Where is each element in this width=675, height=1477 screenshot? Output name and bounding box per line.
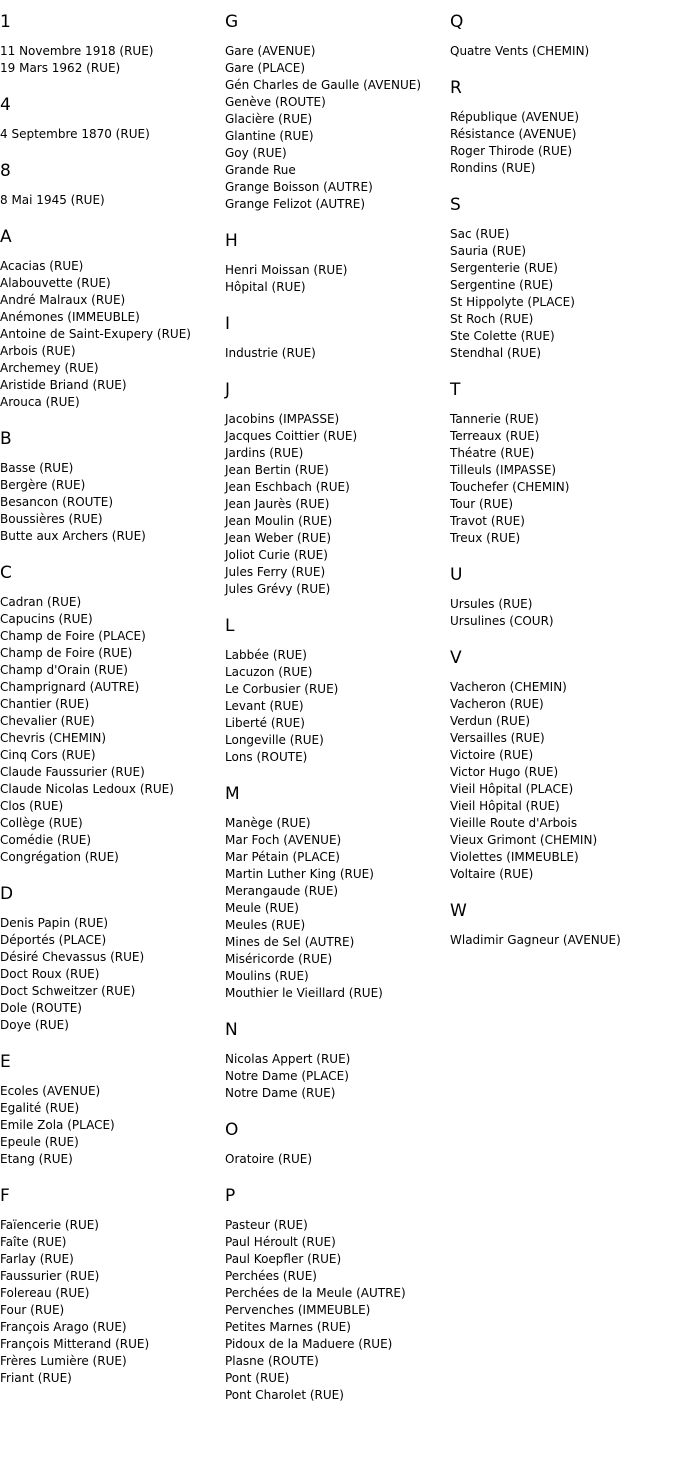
street-link[interactable]: Meules (RUE) [225, 918, 306, 932]
street-link[interactable]: Aristide Briand (RUE) [0, 378, 127, 392]
letter-group [450, 195, 675, 362]
street-link[interactable]: Travot (RUE) [450, 514, 525, 528]
street-link[interactable]: Perchées (RUE) [225, 1269, 317, 1283]
street-link[interactable]: Butte aux Archers (RUE) [0, 529, 146, 543]
street-link[interactable]: Vieil Hôpital (PLACE) [450, 782, 574, 796]
street-link[interactable]: 8 Mai 1945 (RUE) [0, 193, 105, 207]
letter-group [0, 161, 225, 209]
street-link[interactable]: Versailles (RUE) [450, 731, 545, 745]
street-link[interactable]: Victor Hugo (RUE) [450, 765, 559, 779]
street-link[interactable]: Victoire (RUE) [450, 748, 534, 762]
letter-heading: 4 [0, 95, 11, 115]
street-link[interactable]: Jean Moulin (RUE) [225, 514, 333, 528]
street-link[interactable]: Champ de Foire (RUE) [0, 646, 133, 660]
street-link[interactable]: 19 Mars 1962 (RUE) [0, 61, 121, 75]
letter-group [225, 314, 450, 362]
street-link[interactable]: Pidoux de la Maduere (RUE) [225, 1337, 393, 1351]
street-link[interactable]: Mar Pétain (PLACE) [225, 850, 340, 864]
letter-heading: H [225, 231, 238, 251]
street-link[interactable]: Sac (RUE) [450, 227, 510, 241]
street-link[interactable]: Wladimir Gagneur (AVENUE) [450, 933, 621, 947]
street-link[interactable]: Ursulines (COUR) [450, 614, 554, 628]
letter-group [450, 380, 675, 547]
street-link[interactable]: Sergentine (RUE) [450, 278, 554, 292]
street-link[interactable]: Vieux Grimont (CHEMIN) [450, 833, 598, 847]
street-link[interactable]: Tilleuls (IMPASSE) [450, 463, 557, 477]
street-link[interactable]: Jacques Coittier (RUE) [225, 429, 358, 443]
street-link[interactable]: Théatre (RUE) [450, 446, 535, 460]
letter-heading: G [225, 12, 239, 32]
street-link[interactable]: Voltaire (RUE) [450, 867, 534, 881]
street-link[interactable]: Hôpital (RUE) [225, 280, 306, 294]
street-link[interactable]: Frères Lumière (RUE) [0, 1354, 127, 1368]
letter-heading: B [0, 429, 12, 449]
street-link[interactable]: Paul Héroult (RUE) [225, 1235, 336, 1249]
street-link[interactable]: Chantier (RUE) [0, 697, 90, 711]
street-link[interactable]: Comédie (RUE) [0, 833, 92, 847]
letter-group [450, 565, 675, 630]
letter-group [0, 227, 225, 411]
street-link[interactable]: Sauria (RUE) [450, 244, 527, 258]
letter-heading: P [225, 1186, 236, 1206]
street-link[interactable]: Archemey (RUE) [0, 361, 99, 375]
street-link[interactable]: Capucins (RUE) [0, 612, 93, 626]
letter-heading: S [450, 195, 461, 215]
street-link[interactable]: Glantine (RUE) [225, 129, 314, 143]
letter-group [0, 12, 225, 77]
street-link[interactable]: Chevalier (RUE) [0, 714, 95, 728]
letter-group [0, 884, 225, 1034]
street-link[interactable]: République (AVENUE) [450, 110, 580, 124]
street-link[interactable]: Emile Zola (PLACE) [0, 1118, 115, 1132]
street-link[interactable]: Doct Schweitzer (RUE) [0, 984, 136, 998]
street-link[interactable]: 4 Septembre 1870 (RUE) [0, 127, 150, 141]
street-link[interactable]: Verdun (RUE) [450, 714, 531, 728]
street-link[interactable]: Touchefer (CHEMIN) [450, 480, 570, 494]
letter-group [225, 1020, 450, 1102]
street-link[interactable]: Mar Foch (AVENUE) [225, 833, 342, 847]
letter-group [225, 380, 450, 598]
street-link[interactable]: Faïencerie (RUE) [0, 1218, 99, 1232]
street-index-column-1 [0, 0, 225, 1405]
street-link[interactable]: Jules Ferry (RUE) [225, 565, 326, 579]
street-link[interactable]: Claude Nicolas Ledoux (RUE) [0, 782, 174, 796]
street-link[interactable]: Miséricorde (RUE) [225, 952, 333, 966]
street-link[interactable]: Paul Koepfler (RUE) [225, 1252, 342, 1266]
street-link[interactable]: Goy (RUE) [225, 146, 287, 160]
street-link[interactable]: Plasne (ROUTE) [225, 1354, 319, 1368]
street-link[interactable]: Dole (ROUTE) [0, 1001, 82, 1015]
street-link[interactable]: Ecoles (AVENUE) [0, 1084, 101, 1098]
street-link[interactable]: Meule (RUE) [225, 901, 299, 915]
letter-heading: I [225, 314, 231, 334]
street-link[interactable]: Boussières (RUE) [0, 512, 103, 526]
street-link[interactable]: Liberté (RUE) [225, 716, 305, 730]
letter-heading: J [225, 380, 231, 400]
street-link[interactable]: Stendhal (RUE) [450, 346, 542, 360]
street-link[interactable]: Jardins (RUE) [225, 446, 304, 460]
street-link[interactable]: Sergenterie (RUE) [450, 261, 558, 275]
street-link[interactable]: Joliot Curie (RUE) [225, 548, 328, 562]
street-link[interactable]: Gén Charles de Gaulle (AVENUE) [225, 78, 422, 92]
street-link[interactable]: Doct Roux (RUE) [0, 967, 100, 981]
letter-heading: D [0, 884, 14, 904]
letter-heading: 1 [0, 12, 11, 32]
street-link[interactable]: Le Corbusier (RUE) [225, 682, 339, 696]
street-link[interactable]: Faîte (RUE) [0, 1235, 67, 1249]
street-link[interactable]: Folereau (RUE) [0, 1286, 90, 1300]
street-link[interactable]: Denis Papin (RUE) [0, 916, 109, 930]
street-link[interactable]: Rondins (RUE) [450, 161, 536, 175]
street-link[interactable]: Pervenches (IMMEUBLE) [225, 1303, 371, 1317]
letter-heading: A [0, 227, 12, 247]
street-link[interactable]: Pasteur (RUE) [225, 1218, 308, 1232]
letter-heading: F [0, 1186, 10, 1206]
street-link[interactable]: Ste Colette (RUE) [450, 329, 555, 343]
street-link[interactable]: Vacheron (RUE) [450, 697, 544, 711]
street-link[interactable]: Genève (ROUTE) [225, 95, 326, 109]
street-link[interactable]: Arouca (RUE) [0, 395, 80, 409]
street-link[interactable]: Jean Eschbach (RUE) [225, 480, 350, 494]
street-link[interactable]: Labbée (RUE) [225, 648, 307, 662]
street-link[interactable]: Résistance (AVENUE) [450, 127, 577, 141]
street-link[interactable]: Mines de Sel (AUTRE) [225, 935, 355, 949]
street-link[interactable]: Champ d'Orain (RUE) [0, 663, 128, 677]
street-link[interactable]: Violettes (IMMEUBLE) [450, 850, 579, 864]
street-link[interactable]: Martin Luther King (RUE) [225, 867, 374, 881]
street-link[interactable]: Désiré Chevassus (RUE) [0, 950, 145, 964]
letter-group [225, 1120, 450, 1168]
street-link[interactable]: Oratoire (RUE) [225, 1152, 313, 1166]
letter-group [225, 784, 450, 1002]
street-link[interactable]: Industrie (RUE) [225, 346, 316, 360]
street-link[interactable]: Besancon (ROUTE) [0, 495, 114, 509]
street-link[interactable]: Moulins (RUE) [225, 969, 309, 983]
street-link[interactable]: Nicolas Appert (RUE) [225, 1052, 351, 1066]
street-link[interactable]: Vieille Route d'Arbois [450, 816, 578, 830]
letter-group [0, 429, 225, 545]
street-link[interactable]: André Malraux (RUE) [0, 293, 126, 307]
street-link[interactable]: Friant (RUE) [0, 1371, 72, 1385]
street-link[interactable]: Bergère (RUE) [0, 478, 86, 492]
street-link[interactable]: Anémones (IMMEUBLE) [0, 310, 140, 324]
letter-group [450, 648, 675, 883]
letter-group [225, 1186, 450, 1404]
letter-heading: T [450, 380, 461, 400]
street-link[interactable]: Notre Dame (PLACE) [225, 1069, 349, 1083]
letter-group [450, 78, 675, 177]
street-link[interactable]: Glacière (RUE) [225, 112, 313, 126]
street-link[interactable]: Antoine de Saint-Exupery (RUE) [0, 327, 191, 341]
letter-group [225, 616, 450, 766]
street-link[interactable]: Ursules (RUE) [450, 597, 533, 611]
street-link[interactable]: Pont Charolet (RUE) [225, 1388, 344, 1402]
street-link[interactable]: Claude Faussurier (RUE) [0, 765, 145, 779]
street-link[interactable]: Chevris (CHEMIN) [0, 731, 107, 745]
street-link[interactable]: Arbois (RUE) [0, 344, 76, 358]
street-link[interactable]: Perchées de la Meule (AUTRE) [225, 1286, 406, 1300]
street-link[interactable]: François Arago (RUE) [0, 1320, 127, 1334]
street-link[interactable]: Tannerie (RUE) [450, 412, 539, 426]
street-link[interactable]: Collège (RUE) [0, 816, 83, 830]
street-link[interactable]: Epeule (RUE) [0, 1135, 79, 1149]
letter-group [450, 901, 675, 949]
street-link[interactable]: Cinq Cors (RUE) [0, 748, 96, 762]
street-link[interactable]: Grange Felizot (AUTRE) [225, 197, 366, 211]
street-link[interactable]: St Hippolyte (PLACE) [450, 295, 575, 309]
street-link[interactable]: Gare (PLACE) [225, 61, 306, 75]
street-link[interactable]: Notre Dame (RUE) [225, 1086, 336, 1100]
street-link[interactable]: Acacias (RUE) [0, 259, 84, 273]
letter-heading: L [225, 616, 235, 636]
street-link[interactable]: Vacheron (CHEMIN) [450, 680, 567, 694]
street-link[interactable]: Merangaude (RUE) [225, 884, 339, 898]
street-index-column-2 [225, 0, 450, 1422]
letter-group [225, 12, 450, 213]
street-link[interactable]: Etang (RUE) [0, 1152, 73, 1166]
street-link[interactable]: Champrignard (AUTRE) [0, 680, 140, 694]
letter-heading: M [225, 784, 240, 804]
letter-heading: E [0, 1052, 11, 1072]
street-link[interactable]: Lons (ROUTE) [225, 750, 308, 764]
street-link[interactable]: Basse (RUE) [0, 461, 74, 475]
letter-heading: O [225, 1120, 239, 1140]
street-link[interactable]: Clos (RUE) [0, 799, 64, 813]
street-link[interactable]: Congrégation (RUE) [0, 850, 119, 864]
street-link[interactable]: Gare (AVENUE) [225, 44, 316, 58]
street-link[interactable]: Jean Jaurès (RUE) [225, 497, 330, 511]
letter-group [225, 231, 450, 296]
street-link[interactable]: Jean Bertin (RUE) [225, 463, 329, 477]
street-link[interactable]: Henri Moissan (RUE) [225, 263, 348, 277]
street-link[interactable]: Levant (RUE) [225, 699, 304, 713]
street-link[interactable]: Jules Grévy (RUE) [225, 582, 331, 596]
letter-heading: W [450, 901, 467, 921]
street-link[interactable]: Roger Thirode (RUE) [450, 144, 573, 158]
letter-heading: U [450, 565, 463, 585]
street-link[interactable]: Treux (RUE) [450, 531, 521, 545]
street-link[interactable]: Doye (RUE) [0, 1018, 69, 1032]
letter-group [0, 563, 225, 866]
street-link[interactable]: Quatre Vents (CHEMIN) [450, 44, 590, 58]
street-link[interactable]: Tour (RUE) [450, 497, 514, 511]
street-link[interactable]: Jean Weber (RUE) [225, 531, 332, 545]
letter-group [0, 95, 225, 143]
street-link[interactable]: Alabouvette (RUE) [0, 276, 111, 290]
street-index-column-3 [450, 0, 675, 967]
street-link[interactable]: Jacobins (IMPASSE) [225, 412, 340, 426]
letter-heading: 8 [0, 161, 11, 181]
street-link[interactable]: Pont (RUE) [225, 1371, 290, 1385]
street-link[interactable]: Vieil Hôpital (RUE) [450, 799, 560, 813]
street-link[interactable]: Cadran (RUE) [0, 595, 82, 609]
street-link[interactable]: Four (RUE) [0, 1303, 65, 1317]
street-link[interactable]: Lacuzon (RUE) [225, 665, 313, 679]
street-link[interactable]: Egalité (RUE) [0, 1101, 80, 1115]
street-link[interactable]: Grande Rue [225, 163, 296, 177]
letter-heading: C [0, 563, 12, 583]
street-link[interactable]: Longeville (RUE) [225, 733, 324, 747]
letter-heading: Q [450, 12, 464, 32]
street-link[interactable]: Terreaux (RUE) [450, 429, 540, 443]
street-link[interactable]: Petites Marnes (RUE) [225, 1320, 351, 1334]
street-link[interactable]: St Roch (RUE) [450, 312, 534, 326]
street-link[interactable]: 11 Novembre 1918 (RUE) [0, 44, 154, 58]
letter-group [0, 1052, 225, 1168]
street-link[interactable]: Déportés (PLACE) [0, 933, 107, 947]
street-link[interactable]: Faussurier (RUE) [0, 1269, 100, 1283]
street-link[interactable]: Manège (RUE) [225, 816, 311, 830]
letter-heading: V [450, 648, 462, 668]
street-link[interactable]: Farlay (RUE) [0, 1252, 74, 1266]
letter-heading: N [225, 1020, 238, 1040]
street-link[interactable]: Champ de Foire (PLACE) [0, 629, 146, 643]
letter-group [0, 1186, 225, 1387]
letter-heading: R [450, 78, 462, 98]
letter-group [450, 12, 675, 60]
street-link[interactable]: Mouthier le Vieillard (RUE) [225, 986, 383, 1000]
street-link[interactable]: Grange Boisson (AUTRE) [225, 180, 373, 194]
street-link[interactable]: François Mitterand (RUE) [0, 1337, 150, 1351]
